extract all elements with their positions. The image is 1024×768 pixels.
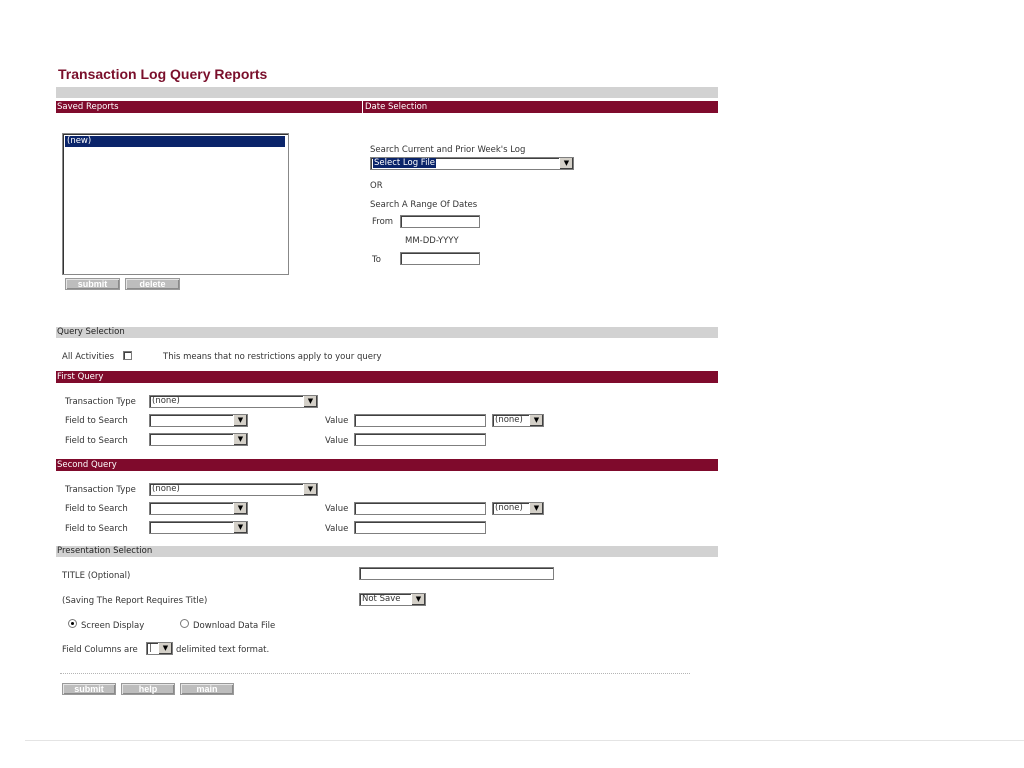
saved-reports-delete-button[interactable]: delete — [125, 278, 180, 290]
to-label: To — [372, 255, 381, 265]
presentation-selection-heading: Presentation Selection — [57, 546, 153, 556]
operator-select-2[interactable] — [492, 502, 544, 515]
screen-display-radio[interactable] — [68, 619, 77, 628]
chevron-down-icon: ▼ — [303, 396, 317, 407]
value-label-2a: Value — [325, 504, 349, 514]
value-label-1a: Value — [325, 416, 349, 426]
transaction-type-label-1: Transaction Type — [65, 397, 136, 407]
field-columns-suffix: delimited text format. — [176, 645, 270, 655]
all-activities-note: This means that no restrictions apply to your query — [163, 352, 382, 362]
field-to-search-select-2b[interactable] — [149, 521, 248, 534]
field-to-search-label-1b: Field to Search — [65, 436, 128, 446]
value-label-2b: Value — [325, 524, 349, 534]
chevron-down-icon: ▼ — [233, 415, 247, 426]
value-label-1b: Value — [325, 436, 349, 446]
date-selection-heading: Date Selection — [365, 102, 428, 112]
download-data-file-radio[interactable] — [180, 619, 189, 628]
saved-reports-header-bar — [56, 101, 718, 113]
chevron-down-icon: ▼ — [303, 484, 317, 495]
field-columns-prefix: Field Columns are — [62, 645, 138, 655]
transaction-type-select-2[interactable] — [149, 483, 318, 496]
download-data-file-label: Download Data File — [193, 621, 276, 631]
save-select-value: Not Save — [362, 594, 401, 604]
chevron-down-icon: ▼ — [233, 434, 247, 445]
date-format-hint: MM-DD-YYYY — [405, 236, 459, 246]
from-label: From — [372, 217, 394, 227]
from-date-input[interactable] — [400, 215, 480, 228]
log-file-select-value: Select Log File — [374, 158, 436, 168]
second-query-bar — [56, 459, 718, 471]
transaction-type-value-1: (none) — [152, 396, 180, 406]
screen-display-label: Screen Display — [81, 621, 145, 631]
log-file-select[interactable] — [370, 157, 574, 170]
value-input-1a[interactable] — [354, 414, 486, 427]
field-to-search-label-1a: Field to Search — [65, 416, 128, 426]
report-title-label: TITLE (Optional) — [62, 571, 131, 581]
presentation-selection-bar — [56, 546, 718, 557]
all-activities-checkbox[interactable] — [123, 351, 132, 360]
query-selection-bar — [56, 327, 718, 338]
chevron-down-icon: ▼ — [559, 158, 573, 169]
dotted-separator — [60, 673, 690, 674]
operator-value-1: (none) — [495, 415, 523, 425]
saved-reports-list[interactable] — [62, 133, 289, 275]
field-to-search-select-2a[interactable] — [149, 502, 248, 515]
page-title: Transaction Log Query Reports — [58, 66, 268, 82]
search-current-label: Search Current and Prior Week's Log — [370, 145, 526, 155]
chevron-down-icon: ▼ — [529, 415, 543, 426]
value-input-2b[interactable] — [354, 521, 486, 534]
query-selection-heading: Query Selection — [57, 327, 125, 337]
field-to-search-label-2b: Field to Search — [65, 524, 128, 534]
saved-reports-submit-button[interactable]: submit — [65, 278, 120, 290]
or-label: OR — [370, 181, 383, 191]
chevron-down-icon: ▼ — [529, 503, 543, 514]
help-button[interactable]: help — [121, 683, 175, 695]
second-query-heading: Second Query — [57, 460, 117, 470]
transaction-type-select-1[interactable] — [149, 395, 318, 408]
saving-note: (Saving The Report Requires Title) — [62, 596, 208, 606]
save-select[interactable] — [359, 593, 426, 606]
chevron-down-icon: ▼ — [233, 503, 247, 514]
transaction-type-value-2: (none) — [152, 484, 180, 494]
chevron-down-icon: ▼ — [411, 594, 425, 605]
value-input-1b[interactable] — [354, 433, 486, 446]
saved-report-item-new[interactable]: (new) — [65, 136, 285, 147]
transaction-type-label-2: Transaction Type — [65, 485, 136, 495]
main-button[interactable]: main — [180, 683, 234, 695]
radio-selected-dot — [71, 622, 74, 625]
chevron-down-icon: ▼ — [158, 643, 172, 654]
first-query-heading: First Query — [57, 372, 104, 382]
field-to-search-select-1b[interactable] — [149, 433, 248, 446]
first-query-bar — [56, 371, 718, 383]
operator-value-2: (none) — [495, 503, 523, 513]
all-activities-label: All Activities — [62, 352, 115, 362]
submit-button[interactable]: submit — [62, 683, 116, 695]
top-grey-bar — [56, 87, 718, 98]
chevron-down-icon: ▼ — [233, 522, 247, 533]
date-range-label: Search A Range Of Dates — [370, 200, 478, 210]
saved-reports-heading: Saved Reports — [57, 102, 119, 112]
page-bottom-divider — [25, 740, 1024, 741]
header-divider — [362, 101, 363, 113]
delimiter-value: | — [149, 643, 152, 653]
operator-select-1[interactable] — [492, 414, 544, 427]
report-title-input[interactable] — [359, 567, 554, 580]
field-to-search-label-2a: Field to Search — [65, 504, 128, 514]
to-date-input[interactable] — [400, 252, 480, 265]
delimiter-select[interactable] — [146, 642, 173, 655]
value-input-2a[interactable] — [354, 502, 486, 515]
field-to-search-select-1a[interactable] — [149, 414, 248, 427]
